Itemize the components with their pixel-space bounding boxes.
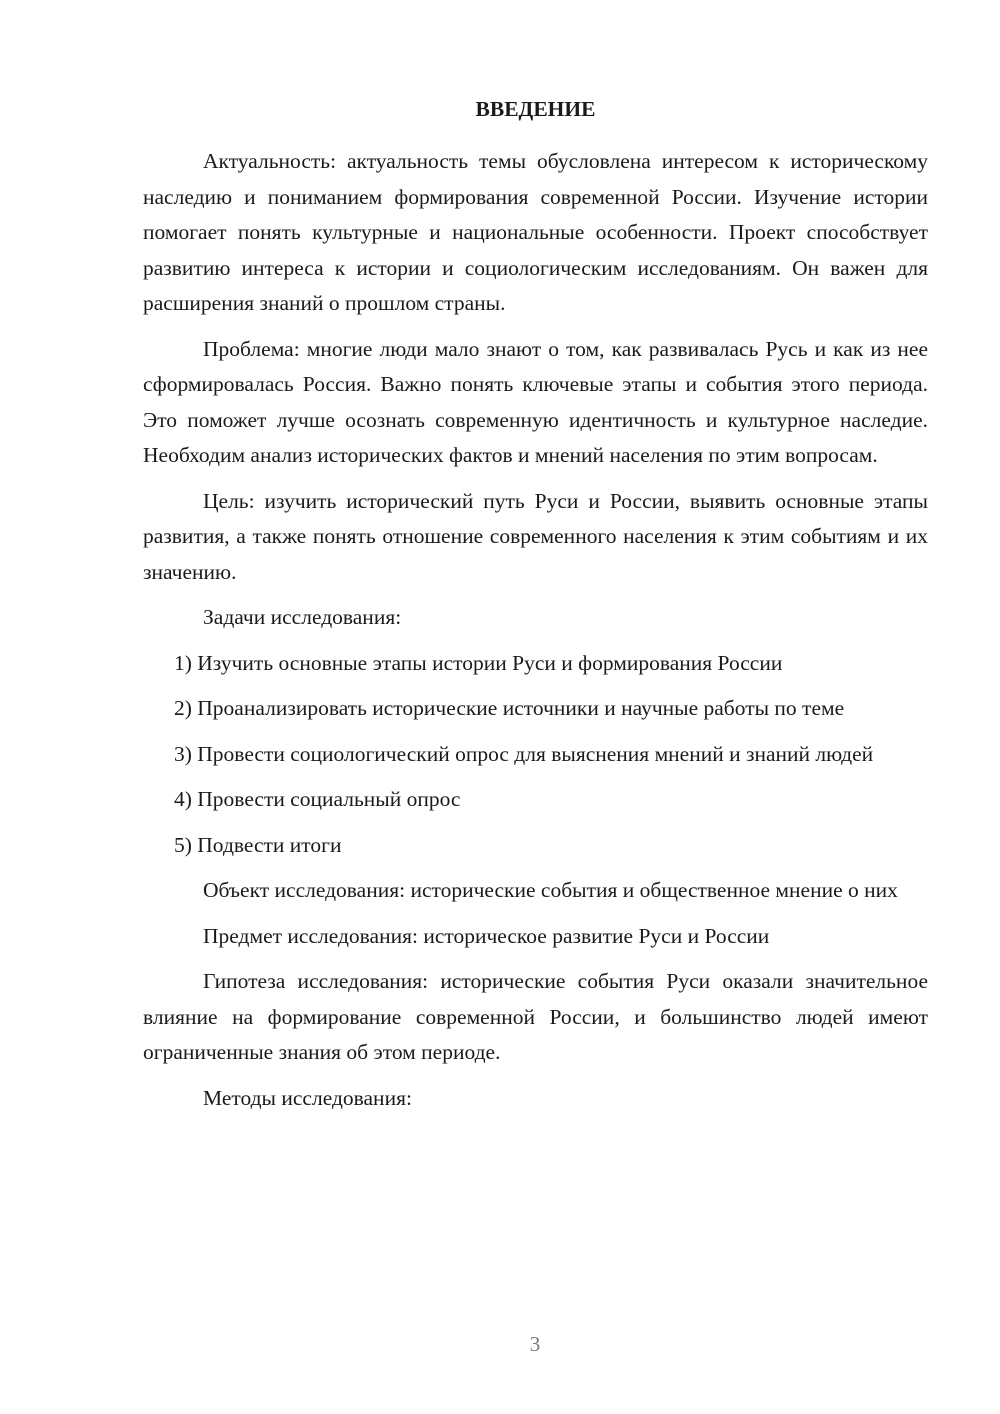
subject-paragraph: Предмет исследования: историческое развитие Руси и России bbox=[203, 923, 770, 948]
task-item-2: 2) Проанализировать исторические источники и научные работы по теме bbox=[174, 696, 845, 720]
task-item-5: 5) Подвести итоги bbox=[174, 832, 342, 857]
task-item-3: 3) Провести социологический опрос для выяснения мнений и знаний людей bbox=[174, 741, 874, 766]
page-title: ВВЕДЕНИЕ bbox=[475, 97, 596, 121]
methods-heading: Методы исследования: bbox=[203, 1085, 412, 1110]
goal-paragraph: Цель: изучить исторический путь Руси и России, выявить основные этапы развития, а также понять отношение современного населения к этим событиям и их значению. bbox=[143, 488, 928, 584]
page-number: 3 bbox=[529, 1332, 541, 1356]
problem-paragraph: Проблема: многие люди мало знают о том, как развивалась Русь и как из нее сформировалась Россия. Важно понять ключевые этапы и события этого периода. Это поможет лучше осознать современную идентичность и культурное наследие. Необходим анализ исторических фактов и мнений населения по этим вопросам. bbox=[143, 336, 928, 467]
tasks-heading: Задачи исследования: bbox=[203, 605, 402, 629]
document-page bbox=[143, 92, 928, 1126]
object-paragraph: Объект исследования: исторические события и общественное мнение о них bbox=[203, 878, 898, 902]
relevance-paragraph: Актуальность: актуальность темы обусловлена интересом к историческому наследию и пониманием формирования современной России. Изучение истории помогает понять культурные и национальные особенности. Проект способствует развитию интереса к истории и социологическим исследованиям. Он важен для расширения знаний о прошлом страны. bbox=[143, 149, 928, 315]
task-item-1: 1) Изучить основные этапы истории Руси и формирования России bbox=[174, 650, 783, 675]
hypothesis-paragraph: Гипотеза исследования: исторические события Руси оказали значительное влияние на формирование современной России, и большинство людей имеют ограниченные знания об этом периоде. bbox=[143, 969, 928, 1064]
task-item-4: 4) Провести социальный опрос bbox=[174, 787, 461, 811]
